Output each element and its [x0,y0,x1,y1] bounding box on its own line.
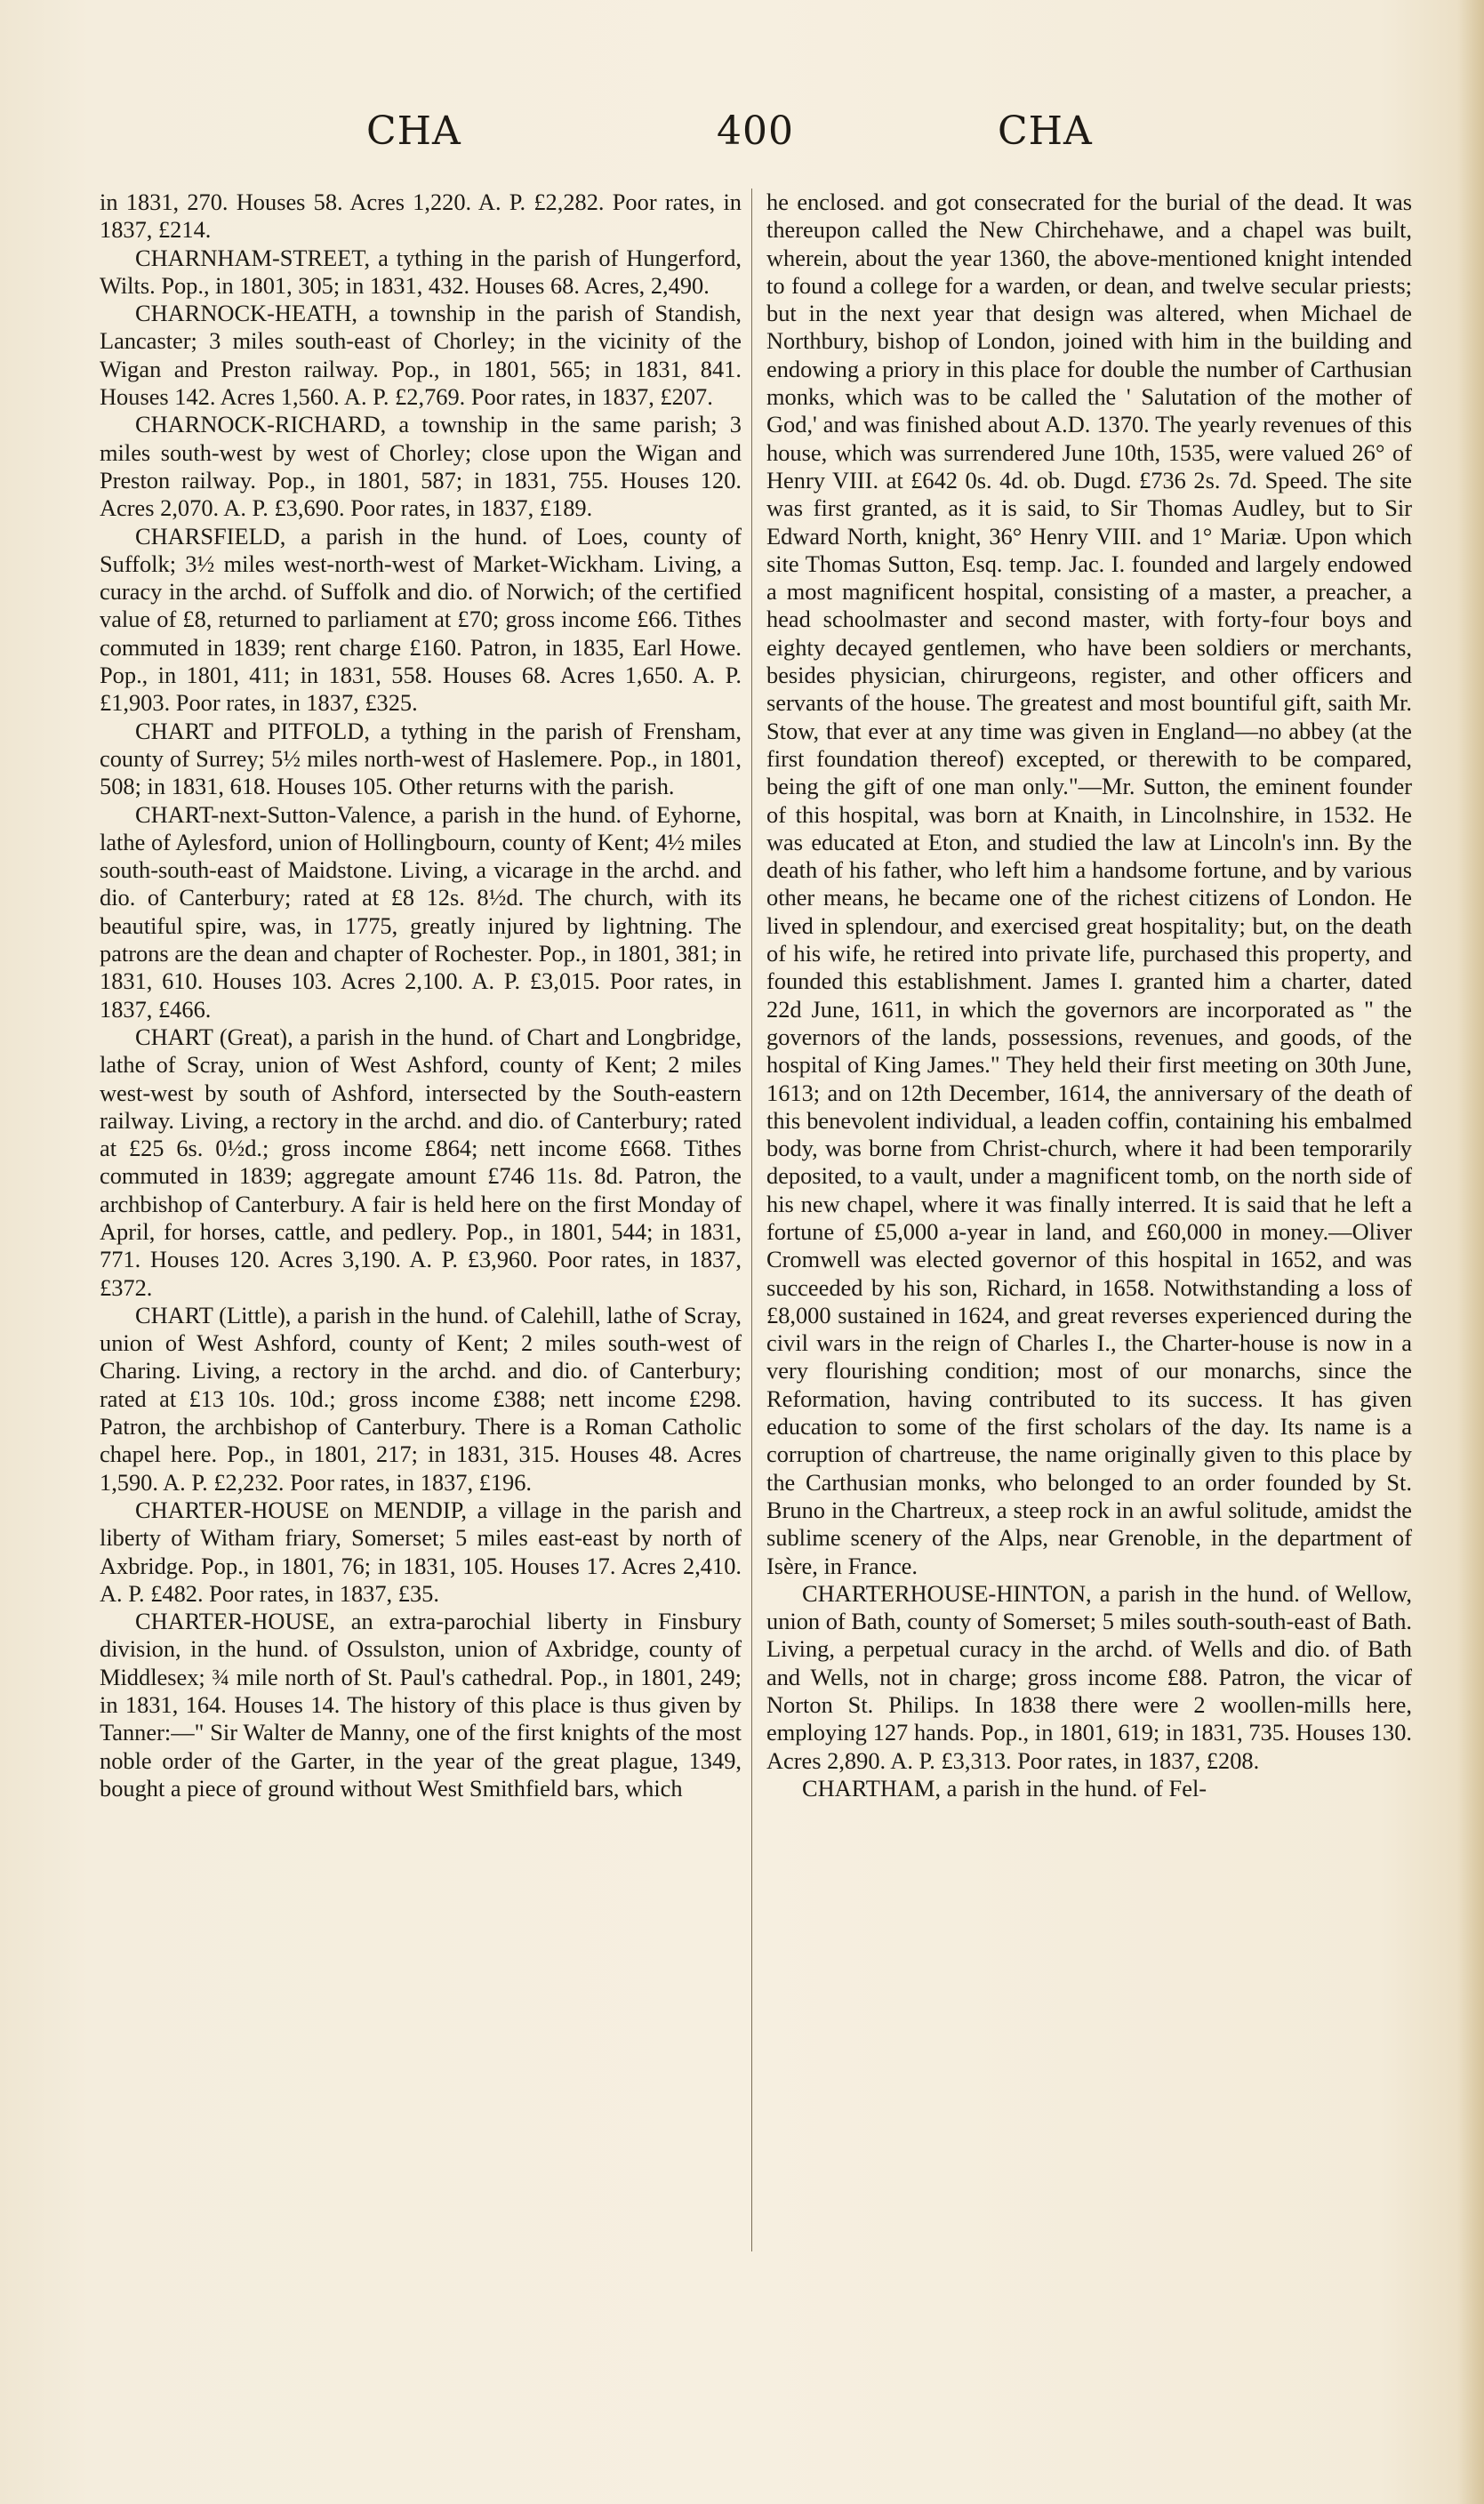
left-column [100,189,742,1802]
entry-chart-and-pitfold: CHART and PITFOLD, a tything in the parish of Frensham, county of Surrey; 5½ miles north-west of Haslemere. Pop., in 1801, 508; in 1831, 618. Houses 105. Other returns with the parish. [100,717,742,800]
entry-charnock-richard: CHARNOCK-RICHARD, a township in the same parish; 3 miles south-west by west of Chorley; close upon the Wigan and Preston railway. Pop., in 1801, 587; in 1831, 755. Houses 120. Acres 2,070. A. P. £3,690. Poor rates, in 1837, £189. [100,411,742,522]
page-number: 400 [717,108,794,154]
entry-chart-next-sutton-valence: CHART-next-Sutton-Valence, a parish in the hund. of Eyhorne, lathe of Aylesford, union of Hollingbourn, county of Kent; 4½ miles south-south-east of Maidstone. Living, a vicarage in the archd. and dio. of Canterbury; rated at £8 12s. 8½d. The church, with its beautiful spire, was, in 1775, greatly injured by lightning. The patrons are the dean and chapter of Rochester. Pop., in 1801, 381; in 1831, 610. Houses 103. Acres 2,100. A. P. £3,015. Poor rates, in 1837, £466. [100,800,742,1023]
header-right-catchword: CHA [998,108,1093,154]
header-left-catchword: CHA [366,108,461,154]
page-edge-shadow [1457,0,1484,2504]
entry-chart-little: CHART (Little), a parish in the hund. of Calehill, lathe of Scray, union of West Ashford, county of Kent; 2 miles south-west of Charing. Living, a rectory in the archd. and dio. of Canterbury; rated at £13 10s. 10d.; gross income £388; nett income £298. Patron, the archbishop of Canterbury. There is a Roman Catholic chapel here. Pop., in 1801, 217; in 1831, 315. Houses 48. Acres 1,590. A. P. £2,232. Poor rates, in 1837, £196. [100,1301,742,1496]
entry-charter-house: CHARTER-HOUSE, an extra-parochial liberty in Finsbury division, in the hund. of Ossulston, union of Axbridge, county of Middlesex; ¾ mile north of St. Paul's cathedral. Pop., in 1801, 249; in 1831, 164. Houses 14. The history of this place is thus given by Tanner:—" Sir Walter de Manny, one of the first knights of the most noble order of the Garter, in the year of the great plague, 1349, bought a piece of ground without West Smithfield bars, which [100,1608,742,1802]
entry-charter-house-on-mendip: CHARTER-HOUSE on MENDIP, a village in the parish and liberty of Witham friary, Somerset; 5 miles east-east by north of Axbridge. Pop., in 1801, 76; in 1831, 105. Houses 17. Acres 2,410. A. P. £482. Poor rates, in 1837, £35. [100,1496,742,1607]
column-divider [751,189,752,2251]
entry-charsfield: CHARSFIELD, a parish in the hund. of Loes, county of Suffolk; 3½ miles west-north-west of Market-Wickham. Living, a curacy in the archd. of Suffolk and dio. of Norwich; of the certified value of £8, returned to parliament at £70; gross income £66. Tithes commuted in 1839; rent charge £160. Patron, in 1835, Earl Howe. Pop., in 1801, 411; in 1831, 558. Houses 68. Acres 1,650. A. P. £1,903. Poor rates, in 1837, £325. [100,522,742,717]
right-column [766,189,1412,1802]
entry-charter-house-continued: he enclosed. and got consecrated for the burial of the dead. It was thereupon called the New Chirchehawe, and a chapel was built, wherein, about the year 1360, the above-mentioned knight intended to found a college for a warden, or dean, and twelve secular priests; but in the next year that design was altered, when Michael de Northbury, bishop of London, joined with him in the building and endowing a priory in this place for double the number of Carthusian monks, which was to be called the ' Salutation of the mother of God,' and was finished about A.D. 1370. The yearly revenues of this house, which was surrendered June 10th, 1535, were valued 26° of Henry VIII. at £642 0s. 4d. ob. Dugd. £736 2s. 7d. Speed. The site was first granted, as it is said, to Sir Thomas Audley, but to Sir Edward North, knight, 36° Henry VIII. and 1° Mariæ. Upon which site Thomas Sutton, Esq. temp. Jac. I. founded and largely endowed a most magnificent hospital, consisting of a master, a preacher, a head schoolmaster and second master, with forty-four boys and eighty decayed gentlemen, who have been soldiers or merchants, besides physician, chirurgeons, register, and other officers and servants of the house. The greatest and most bountiful gift, saith Mr. Stow, that ever at any time was given in England—no abbey (at the first foundation thereof) excepted, or therewith to be compared, being the gift of one man only."—Mr. Sutton, the eminent founder of this hospital, was born at Knaith, in Lincolnshire, in 1532. He was educated at Eton, and studied the law at Lincoln's inn. By the death of his father, who left him a handsome fortune, and by various other means, he became one of the richest citizens of London. He lived in splendour, and exercised great hospitality; but, on the death of his wife, he retired into private life, purchased this property, and founded this establishment. James I. granted him a charter, dated 22d June, 1611, in which the governors are incorporated as " the governors of the lands, possessions, revenues, and goods, of the hospital of King James." They held their first meeting on 30th June, 1613; and on 12th December, 1614, the anniversary of the death of this benevolent individual, a leaden coffin, containing his embalmed body, was borne from Christ-church, where it had been temporarily deposited, to a vault, under a magnificent tomb, on the north side of his new chapel, where it was finally interred. It is said that he left a fortune of £5,000 a-year in land, and £60,000 in money.—Oliver Cromwell was elected governor of this hospital in 1652, and was succeeded by his son, Richard, in 1658. Notwithstanding a loss of £8,000 sustained in 1624, and great reverses experienced during the civil wars in the reign of Charles I., the Charter-house is now in a very flourishing condition; most of our monarchs, since the Reformation, having contributed to its success. It has given education to some of the first scholars of the day. Its name is a corruption of chartreuse, the name originally given to this place by the Carthusian monks, who belonged to an order founded by St. Bruno in the Chartreux, a steep rock in an awful solitude, amidst the sublime scenery of the Alps, near Grenoble, in the department of Isère, in France. [766,189,1412,1579]
entry-charterhouse-hinton: CHARTERHOUSE-HINTON, a parish in the hund. of Wellow, union of Bath, county of Somerset; 5 miles south-south-east of Bath. Living, a perpetual curacy in the archd. of Wells and dio. of Bath and Wells, not in charge; gross income £88. Patron, the vicar of Norton St. Philips. In 1838 there were 2 woollen-mills here, employing 127 hands. Pop., in 1801, 619; in 1831, 735. Houses 130. Acres 2,890. A. P. £3,313. Poor rates, in 1837, £208. [766,1579,1412,1774]
entry-chart-great: CHART (Great), a parish in the hund. of Chart and Longbridge, lathe of Scray, union of West Ashford, county of Kent; 2 miles west-west by south of Ashford, intersected by the South-eastern railway. Living, a rectory in the archd. and dio. of Canterbury; rated at £25 6s. 0½d.; gross income £864; nett income £668. Tithes commuted in 1839; aggregate amount £746 11s. 8d. Patron, the archbishop of Canterbury. A fair is held here on the first Monday of April, for horses, cattle, and pedlery. Pop., in 1801, 544; in 1831, 771. Houses 120. Acres 3,190. A. P. £3,960. Poor rates, in 1837, £372. [100,1023,742,1301]
entry-chartham: CHARTHAM, a parish in the hund. of Fel- [802,1774,1207,1802]
entry-continuation: in 1831, 270. Houses 58. Acres 1,220. A. P. £2,282. Poor rates, in 1837, £214. [100,189,742,244]
entry-charnock-heath: CHARNOCK-HEATH, a township in the parish of Standish, Lancaster; 3 miles south-east of Chorley; in the vicinity of the Wigan and Preston railway. Pop., in 1801, 565; in 1831, 841. Houses 142. Acres 1,560. A. P. £2,769. Poor rates, in 1837, £207. [100,300,742,411]
entry-charnham-street: CHARNHAM-STREET, a tything in the parish of Hungerford, Wilts. Pop., in 1801, 305; in 1831, 432. Houses 68. Acres, 2,490. [100,244,742,299]
running-header [0,108,1484,162]
